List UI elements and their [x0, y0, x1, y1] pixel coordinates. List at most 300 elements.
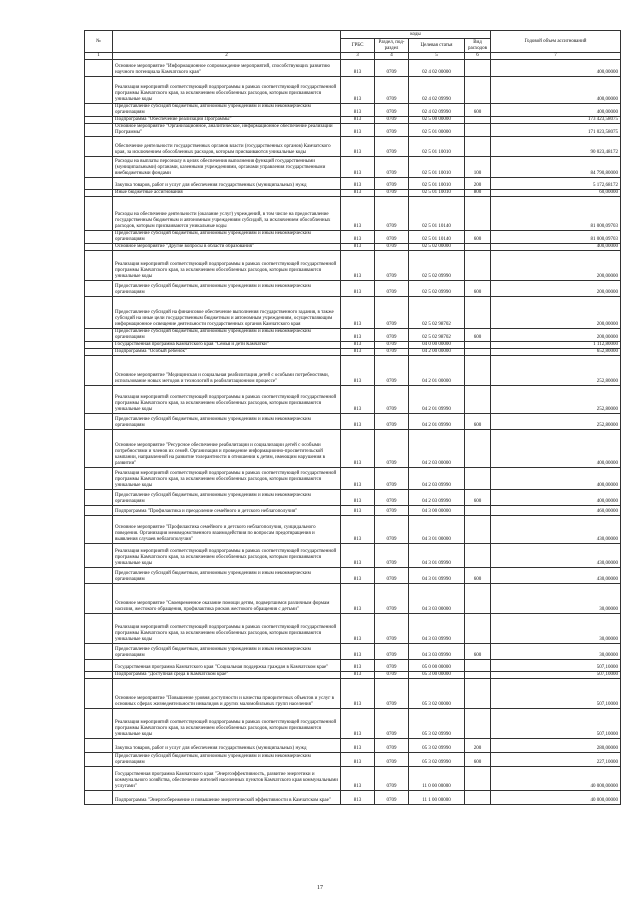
cell-section: 0709: [375, 297, 409, 329]
cell-expense-type: [465, 767, 491, 791]
table-row: [85, 356, 621, 386]
cell-target: 02 5 02 98702: [409, 297, 465, 329]
table-row: [85, 516, 621, 544]
header-section: Раздел, под-раздел: [375, 39, 409, 53]
table-row: [85, 767, 621, 791]
cell-name: Основное мероприятие "Другие вопросы в области образования": [113, 244, 341, 251]
cell-target: 02 5 01 10140: [409, 231, 465, 244]
cell-no: [85, 430, 113, 468]
cell-target: 04 2 01 09990: [409, 386, 465, 414]
table-row: [85, 329, 621, 342]
table-row: [85, 672, 621, 679]
cell-sum: 400,00000: [491, 490, 621, 506]
table-row: [85, 739, 621, 753]
cell-sum: 5 172,68172: [491, 178, 621, 190]
cell-sum: 1 112,80000: [491, 342, 621, 349]
cell-grbs: 813: [341, 644, 375, 660]
cell-no: [85, 490, 113, 506]
cell-section: 0709: [375, 104, 409, 117]
col-number: 5: [409, 53, 465, 60]
cell-sum: 200,00000: [491, 281, 621, 297]
cell-expense-type: 600: [465, 104, 491, 117]
table-row: [85, 190, 621, 197]
cell-no: [85, 767, 113, 791]
col-number: 2: [113, 53, 341, 60]
cell-name: Предоставление субсидий на финансовое обеспечение выполнения государственного задания, в также субсидий на иные цели государственным бюджетным и автономным учреждениям, осуществляющим информационное освещение деятельности государственных органов Камчатского края: [113, 297, 341, 329]
cell-name: Основное мероприятие "Профилактика семейного и детского неблагополучия, суицидального поведения. Организация межведомственного взаимодействия по вопросам предотвращения и выявления случаев неблагополучия": [113, 516, 341, 544]
cell-section: 0709: [375, 356, 409, 386]
cell-section: 0709: [375, 753, 409, 767]
table-row: [85, 178, 621, 190]
cell-grbs: 813: [341, 244, 375, 251]
cell-grbs: 813: [341, 342, 375, 349]
cell-sum: 30,00000: [491, 584, 621, 614]
cell-section: 0709: [375, 791, 409, 805]
cell-sum: 400,00000: [491, 244, 621, 251]
cell-sum: 200,00000: [491, 297, 621, 329]
cell-expense-type: [465, 356, 491, 386]
cell-grbs: 813: [341, 297, 375, 329]
cell-sum: 90 023,48172: [491, 137, 621, 157]
cell-name: Основное мероприятие "Организационное, аналитическое, информационное обеспечение реализации Программы": [113, 124, 341, 137]
cell-sum: 430,00000: [491, 544, 621, 568]
cell-expense-type: 200: [465, 178, 491, 190]
cell-expense-type: [465, 197, 491, 231]
cell-target: 04 2 03 09990: [409, 490, 465, 506]
cell-section: 0709: [375, 244, 409, 251]
cell-name: Реализация мероприятий соответствующей подпрограммы в рамках соответствующей государственной программы Камчатского края, за исключением обособленных расходов, которым присваиваются уникальные коды: [113, 386, 341, 414]
cell-sum: 252,80000: [491, 414, 621, 430]
header-expense-type: Вид расходов: [465, 39, 491, 53]
cell-no: [85, 281, 113, 297]
cell-section: 0709: [375, 329, 409, 342]
cell-expense-type: [465, 386, 491, 414]
cell-target: 02 5 01 10140: [409, 197, 465, 231]
table-row: [85, 60, 621, 77]
cell-sum: 84 790,80000: [491, 157, 621, 178]
cell-expense-type: [465, 506, 491, 516]
cell-grbs: 813: [341, 281, 375, 297]
cell-name: Предоставление субсидий бюджетным, автономным учреждениям и иным некоммерческим организациям: [113, 753, 341, 767]
col-number: 6: [465, 53, 491, 60]
cell-grbs: 813: [341, 568, 375, 584]
cell-no: [85, 356, 113, 386]
table-row: [85, 137, 621, 157]
cell-name: Иные бюджетные ассигнования: [113, 190, 341, 197]
cell-sum: 430,00000: [491, 516, 621, 544]
col-number: 7: [491, 53, 621, 60]
cell-expense-type: 600: [465, 329, 491, 342]
cell-name: Государственная программа Камчатского края "Энергоэффективность, развитие энергетики и коммунального хозяйства, обеспечение жителей населенных пунктов Камчатского края коммунальными услугами": [113, 767, 341, 791]
cell-sum: 200,00000: [491, 251, 621, 281]
cell-expense-type: [465, 251, 491, 281]
cell-expense-type: [465, 672, 491, 679]
cell-name: Реализация мероприятий соответствующей подпрограммы в рамках соответствующей государственной программы Камчатского края, за исключением обособленных расходов, которым присваиваются уникальные коды: [113, 468, 341, 490]
cell-no: [85, 178, 113, 190]
cell-expense-type: 800: [465, 190, 491, 197]
cell-grbs: 813: [341, 430, 375, 468]
cell-expense-type: [465, 124, 491, 137]
cell-grbs: 813: [341, 709, 375, 739]
table-row: [85, 124, 621, 137]
cell-grbs: 813: [341, 231, 375, 244]
cell-sum: 400,00000: [491, 104, 621, 117]
table-row: [85, 506, 621, 516]
cell-grbs: 813: [341, 414, 375, 430]
table-row: [85, 544, 621, 568]
cell-target: 04 0 00 00000: [409, 342, 465, 349]
column-numbers-row: [85, 53, 621, 60]
cell-grbs: 813: [341, 791, 375, 805]
cell-target: 02 4 02 00000: [409, 60, 465, 77]
cell-target: 02 5 01 10010: [409, 178, 465, 190]
cell-expense-type: [465, 516, 491, 544]
cell-target: 02 4 02 09990: [409, 104, 465, 117]
table-body: [85, 60, 621, 805]
cell-expense-type: 600: [465, 644, 491, 660]
cell-target: 05 3 02 00000: [409, 679, 465, 709]
cell-no: [85, 60, 113, 77]
cell-name: Обеспечение деятельности государственных органов власти (государственных органов) Камчатского края, за исключением обособленных расходов, которым присваиваются уникальные коды: [113, 137, 341, 157]
cell-section: 0709: [375, 117, 409, 124]
cell-name: Предоставление субсидий бюджетным, автономным учреждениям и иным некоммерческим организациям: [113, 490, 341, 506]
cell-sum: 400,00000: [491, 430, 621, 468]
table-row: [85, 77, 621, 104]
cell-no: [85, 329, 113, 342]
cell-no: [85, 644, 113, 660]
cell-target: 04 2 01 09990: [409, 414, 465, 430]
cell-expense-type: [465, 544, 491, 568]
cell-grbs: 813: [341, 386, 375, 414]
cell-no: [85, 506, 113, 516]
cell-expense-type: [465, 137, 491, 157]
cell-target: 02 5 01 00000: [409, 124, 465, 137]
table-row: [85, 709, 621, 739]
cell-section: 0709: [375, 178, 409, 190]
header-grbs: ГРБС: [341, 39, 375, 53]
cell-expense-type: 600: [465, 414, 491, 430]
cell-target: 04 2 00 00000: [409, 349, 465, 356]
cell-sum: 173 423,58075: [491, 117, 621, 124]
cell-grbs: 813: [341, 329, 375, 342]
cell-expense-type: [465, 660, 491, 672]
cell-name: Государственная программа Камчатского края "Семья и дети Камчатки": [113, 342, 341, 349]
cell-sum: 200,00000: [491, 329, 621, 342]
cell-grbs: 813: [341, 679, 375, 709]
cell-sum: 507,10000: [491, 679, 621, 709]
table-row: [85, 430, 621, 468]
cell-grbs: 813: [341, 506, 375, 516]
cell-grbs: 813: [341, 614, 375, 644]
cell-target: 04 3 00 00000: [409, 506, 465, 516]
cell-grbs: 813: [341, 137, 375, 157]
cell-grbs: 813: [341, 767, 375, 791]
cell-expense-type: 600: [465, 568, 491, 584]
cell-name: Расходы на выплаты персоналу в целях обеспечения выполнения функций государственными (муниципальными) органами, казенными учреждениями, органами управления государственными внебюджетными фондами: [113, 157, 341, 178]
cell-grbs: 813: [341, 516, 375, 544]
header-annual: Годовой объем ассигнований: [491, 31, 621, 53]
cell-section: 0709: [375, 231, 409, 244]
cell-sum: 40 000,00000: [491, 791, 621, 805]
cell-grbs: 813: [341, 157, 375, 178]
cell-target: 05 3 02 09990: [409, 753, 465, 767]
cell-sum: 227,10000: [491, 753, 621, 767]
cell-section: 0709: [375, 349, 409, 356]
cell-target: 05 3 02 09990: [409, 739, 465, 753]
cell-expense-type: [465, 430, 491, 468]
cell-section: 0709: [375, 137, 409, 157]
cell-target: 05 3 00 00000: [409, 672, 465, 679]
cell-section: 0709: [375, 430, 409, 468]
cell-section: 0709: [375, 414, 409, 430]
cell-grbs: 813: [341, 60, 375, 77]
cell-target: 04 3 01 00000: [409, 516, 465, 544]
table-row: [85, 414, 621, 430]
cell-name: Расходы на обеспечение деятельности (оказание услуг) учреждений, в том числе на предоставление государственным бюджетным и автономным учреждениям субсидий, за исключением обособленных расходов, которым присваиваются уникальные коды: [113, 197, 341, 231]
cell-no: [85, 386, 113, 414]
cell-expense-type: [465, 349, 491, 356]
cell-sum: 507,10000: [491, 709, 621, 739]
budget-table-page: [84, 30, 620, 805]
cell-section: 0709: [375, 506, 409, 516]
cell-no: [85, 709, 113, 739]
table-row: [85, 679, 621, 709]
cell-section: 0709: [375, 767, 409, 791]
header-name: [113, 31, 341, 53]
cell-section: 0709: [375, 644, 409, 660]
cell-name: Основное мероприятие "Информационное сопровождение мероприятий, способствующих развитию научного потенциала Камчатского края": [113, 60, 341, 77]
cell-expense-type: 600: [465, 281, 491, 297]
cell-name: Государственная программа Камчатского края "Социальная поддержка граждан в Камчатском крае": [113, 660, 341, 672]
cell-grbs: 813: [341, 490, 375, 506]
cell-section: 0709: [375, 584, 409, 614]
cell-no: [85, 679, 113, 709]
cell-name: Подпрограмма "Обеспечение реализации Программы": [113, 117, 341, 124]
cell-name: Подпрограмма "Энергосбережение и повышение энергетической эффективности в Камчатском крае": [113, 791, 341, 805]
cell-target: 11 1 00 00000: [409, 791, 465, 805]
cell-section: 0709: [375, 386, 409, 414]
cell-name: Предоставление субсидий бюджетным, автономным учреждениям и иным некоммерческим организациям: [113, 104, 341, 117]
cell-expense-type: [465, 60, 491, 77]
cell-name: Предоставление субсидий бюджетным, автономным учреждениям и иным некоммерческим организациям: [113, 329, 341, 342]
cell-target: 02 5 00 00000: [409, 117, 465, 124]
table-row: [85, 349, 621, 356]
cell-sum: 507,10000: [491, 672, 621, 679]
cell-sum: 400,00000: [491, 60, 621, 77]
cell-name: Предоставление субсидий бюджетным, автономным учреждениям и иным некоммерческим организациям: [113, 644, 341, 660]
cell-expense-type: [465, 117, 491, 124]
table-row: [85, 753, 621, 767]
cell-target: 02 5 02 00000: [409, 244, 465, 251]
cell-grbs: 813: [341, 660, 375, 672]
cell-name: Реализация мероприятий соответствующей подпрограммы в рамках соответствующей государственной программы Камчатского края, за исключением обособленных расходов, которым присваиваются уникальные коды: [113, 251, 341, 281]
cell-expense-type: [465, 468, 491, 490]
table-row: [85, 342, 621, 349]
table-row: [85, 157, 621, 178]
cell-target: 04 3 01 09990: [409, 544, 465, 568]
cell-section: 0709: [375, 281, 409, 297]
cell-grbs: 813: [341, 104, 375, 117]
cell-grbs: 813: [341, 356, 375, 386]
cell-sum: 40 000,00000: [491, 767, 621, 791]
cell-section: 0709: [375, 544, 409, 568]
cell-no: [85, 739, 113, 753]
cell-sum: 30,00000: [491, 614, 621, 644]
col-number: 3: [341, 53, 375, 60]
cell-target: 11 0 00 00000: [409, 767, 465, 791]
cell-name: Реализация мероприятий соответствующей подпрограммы в рамках соответствующей государственной программы Камчатского края, за исключением обособленных расходов, которым присваиваются уникальные коды: [113, 77, 341, 104]
cell-expense-type: [465, 709, 491, 739]
cell-target: 02 5 02 09990: [409, 281, 465, 297]
cell-sum: 430,00000: [491, 568, 621, 584]
cell-no: [85, 297, 113, 329]
cell-target: 04 3 03 09990: [409, 644, 465, 660]
cell-name: Подпрограмма "Особый ребенок": [113, 349, 341, 356]
cell-grbs: 813: [341, 584, 375, 614]
col-number: 1: [85, 53, 113, 60]
table-row: [85, 251, 621, 281]
cell-expense-type: [465, 679, 491, 709]
cell-no: [85, 137, 113, 157]
header-no: №: [85, 31, 113, 53]
table-row: [85, 568, 621, 584]
cell-no: [85, 791, 113, 805]
cell-no: [85, 614, 113, 644]
cell-name: Предоставление субсидий бюджетным, автономным учреждениям и иным некоммерческим организациям: [113, 414, 341, 430]
cell-no: [85, 231, 113, 244]
cell-sum: 400,00000: [491, 468, 621, 490]
cell-section: 0709: [375, 709, 409, 739]
table-row: [85, 614, 621, 644]
page-number: 17: [317, 885, 323, 891]
cell-no: [85, 544, 113, 568]
cell-no: [85, 414, 113, 430]
cell-name: Предоставление субсидий бюджетным, автономным учреждениям и иным некоммерческим организациям: [113, 231, 341, 244]
cell-sum: 171 023,58075: [491, 124, 621, 137]
cell-section: 0709: [375, 468, 409, 490]
cell-expense-type: [465, 297, 491, 329]
cell-grbs: 813: [341, 753, 375, 767]
table-row: [85, 490, 621, 506]
cell-target: 04 2 03 00000: [409, 430, 465, 468]
cell-name: Закупка товаров, работ и услуг для обеспечения государственных (муниципальных) нужд: [113, 178, 341, 190]
cell-sum: 30,00000: [491, 644, 621, 660]
table-row: [85, 386, 621, 414]
cell-sum: 60,00000: [491, 190, 621, 197]
cell-name: Реализация мероприятий соответствующей подпрограммы в рамках соответствующей государственной программы Камчатского края, за исключением обособленных расходов, которым присваиваются уникальные коды: [113, 544, 341, 568]
cell-grbs: 813: [341, 544, 375, 568]
table-row: [85, 644, 621, 660]
cell-target: 02 5 02 98702: [409, 329, 465, 342]
cell-target: 05 3 02 09990: [409, 709, 465, 739]
cell-name: Подпрограмма "Профилактика и преодоление семейного и детского неблагополучия": [113, 506, 341, 516]
cell-name: Основное мероприятие "Медицинская и социальная реабилитация детей с особыми потребностями, использование новых методов и технологий в реабилитационном процессе": [113, 356, 341, 386]
cell-expense-type: [465, 244, 491, 251]
cell-no: [85, 117, 113, 124]
cell-target: 04 2 03 09990: [409, 468, 465, 490]
cell-sum: 652,80000: [491, 349, 621, 356]
cell-grbs: 813: [341, 77, 375, 104]
cell-name: Закупка товаров, работ и услуг для обеспечения государственных (муниципальных) нужд: [113, 739, 341, 753]
cell-section: 0709: [375, 157, 409, 178]
cell-sum: 252,80000: [491, 386, 621, 414]
table-row: [85, 791, 621, 805]
cell-no: [85, 584, 113, 614]
cell-grbs: 813: [341, 178, 375, 190]
table-row: [85, 584, 621, 614]
cell-no: [85, 77, 113, 104]
table-row: [85, 281, 621, 297]
cell-no: [85, 197, 113, 231]
cell-sum: 252,80000: [491, 356, 621, 386]
cell-grbs: 813: [341, 739, 375, 753]
cell-expense-type: 100: [465, 157, 491, 178]
cell-target: 04 2 01 00000: [409, 356, 465, 386]
cell-target: 02 4 02 09990: [409, 77, 465, 104]
table-row: [85, 117, 621, 124]
cell-section: 0709: [375, 190, 409, 197]
table-row: [85, 197, 621, 231]
cell-expense-type: 600: [465, 231, 491, 244]
cell-section: 0709: [375, 77, 409, 104]
cell-target: 02 5 02 09990: [409, 251, 465, 281]
cell-name: Предоставление субсидий бюджетным, автономным учреждениям и иным некоммерческим организациям: [113, 281, 341, 297]
cell-expense-type: 200: [465, 739, 491, 753]
cell-expense-type: [465, 342, 491, 349]
cell-expense-type: [465, 614, 491, 644]
cell-target: 04 3 01 09990: [409, 568, 465, 584]
cell-target: 05 0 00 00000: [409, 660, 465, 672]
cell-section: 0709: [375, 614, 409, 644]
cell-sum: 400,00000: [491, 77, 621, 104]
cell-section: 0709: [375, 516, 409, 544]
cell-grbs: 813: [341, 190, 375, 197]
cell-no: [85, 157, 113, 178]
cell-target: 02 5 01 10010: [409, 157, 465, 178]
cell-section: 0709: [375, 124, 409, 137]
cell-grbs: 813: [341, 468, 375, 490]
cell-sum: 81 000,09703: [491, 197, 621, 231]
cell-target: 04 3 03 09990: [409, 614, 465, 644]
cell-no: [85, 104, 113, 117]
cell-expense-type: [465, 791, 491, 805]
cell-no: [85, 124, 113, 137]
cell-grbs: 813: [341, 672, 375, 679]
header-target: Целевая статья: [409, 39, 465, 53]
cell-grbs: 813: [341, 349, 375, 356]
cell-name: Основное мероприятие "Своевременное оказание помощи детям, подвергшимся различным формам насилия, жестокого обращения, профилактика рисков жестокого обращения с детьми": [113, 584, 341, 614]
cell-sum: 81 000,09703: [491, 231, 621, 244]
cell-target: 02 5 01 10010: [409, 137, 465, 157]
cell-no: [85, 468, 113, 490]
table-row: [85, 104, 621, 117]
cell-name: Основное мероприятие "Ресурсное обеспечение реабилитации и социализации детей с особыми потребностями и членов их семей. Организация и проведение информационно-просветительской кампании, направленной на развитие толерантности в отношении к детям, имеющим нарушения в развитии": [113, 430, 341, 468]
cell-grbs: 813: [341, 117, 375, 124]
cell-no: [85, 672, 113, 679]
cell-name: Предоставление субсидий бюджетным, автономным учреждениям и иным некоммерческим организациям: [113, 568, 341, 584]
table-row: [85, 468, 621, 490]
cell-name: Подпрограмма "Доступная среда в Камчатском крае": [113, 672, 341, 679]
cell-section: 0709: [375, 197, 409, 231]
cell-target: 02 5 01 10010: [409, 190, 465, 197]
cell-section: 0709: [375, 568, 409, 584]
cell-section: 0709: [375, 342, 409, 349]
cell-sum: 280,00000: [491, 739, 621, 753]
cell-section: 0709: [375, 672, 409, 679]
cell-no: [85, 516, 113, 544]
cell-grbs: 813: [341, 197, 375, 231]
cell-no: [85, 244, 113, 251]
